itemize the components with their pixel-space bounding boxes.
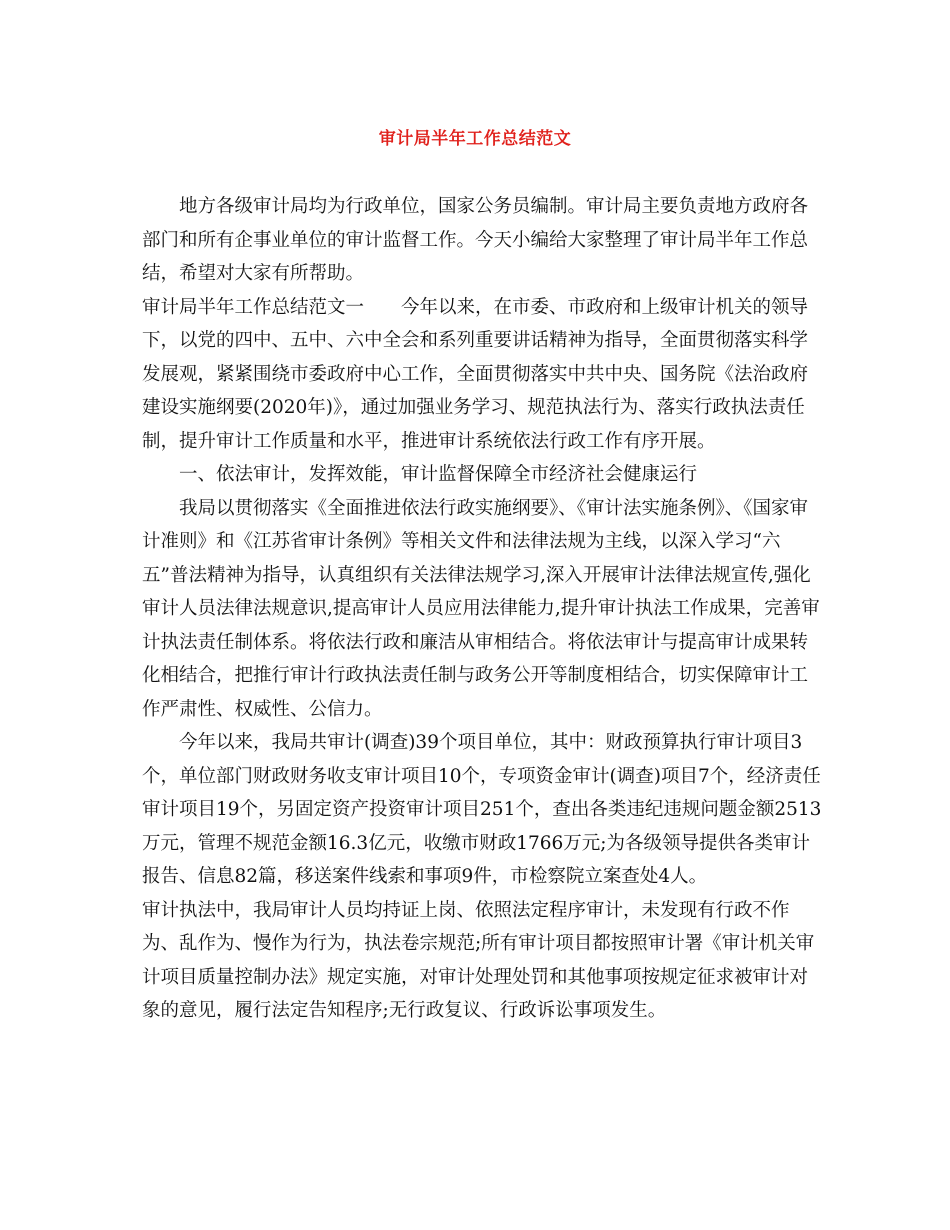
- intro-paragraph: 地方各级审计局均为行政单位，国家公务员编制。审计局主要负责地方政府各部门和所有企事业单位的审计监督工作。今天小编给大家整理了审计局半年工作总结，希望对大家有所帮助。: [142, 196, 809, 284]
- document-title: 审计局半年工作总结范文: [378, 129, 572, 149]
- audit-enforcement-paragraph: 审计执法中，我局审计人员均持证上岗、依照法定程序审计，未发现有行政不作为、乱作为、慢作为行为，执法卷宗规范;所有审计项目都按照审计署《审计机关审计项目质量控制办法》规定实施，对审计处理处罚和其他事项按规定征求被审计对象的意见，履行法定告知程序;无行政复议、行政诉讼事项发生。: [142, 899, 815, 1021]
- audit-statistics-paragraph: 今年以来，我局共审计(调查)39个项目单位，其中：财政预算执行审计项目3个，单位部门财政财务收支审计项目10个，专项资金审计(调查)项目7个，经济责任审计项目19个，另固定资产投资审计项目251个，查出各类违纪违规问题金额2513万元，管理不规范金额16.3亿元，收缴市财政1766万元;为各级领导提供各类审计报告、信息82篇，移送案件线索和事项9件，市检察院立案查处4人。: [142, 732, 822, 887]
- document-body: [142, 190, 822, 1028]
- section-heading-1: 一、依法审计，发挥效能，审计监督保障全市经济社会健康运行: [179, 464, 698, 485]
- law-implementation-paragraph: 我局以贯彻落实《全面推进依法行政实施纲要》、《审计法实施条例》、《国家审计准则》和《江苏省审计条例》等相关文件和法律法规为主线，以深入学习“六五”普法精神为指导，认真组织有关法律法规学习,深入开展审计法律法规宣传,强化审计人员法律法规意识,提高审计人员应用法律能力,提升审计执法工作成果，完善审计执法责任制体系。将依法行政和廉洁从审相结合。将依法审计与提高审计成果转化相结合，把推行审计行政执法责任制与政务公开等制度相结合，切实保障审计工作严肃性、权威性、公信力。: [142, 497, 820, 720]
- section-one-opening-paragraph: 审计局半年工作总结范文一 今年以来，在市委、市政府和上级审计机关的领导下，以党的四中、五中、六中全会和系列重要讲话精神为指导，全面贯彻落实科学发展观，紧紧围绕市委政府中心工作，全面贯彻落实中共中央、国务院《法治政府建设实施纲要(2020年)》，通过加强业务学习、规范执法行为、落实行政执法责任制，提升审计工作质量和水平，推进审计系统依法行政工作有序开展。: [142, 296, 809, 452]
